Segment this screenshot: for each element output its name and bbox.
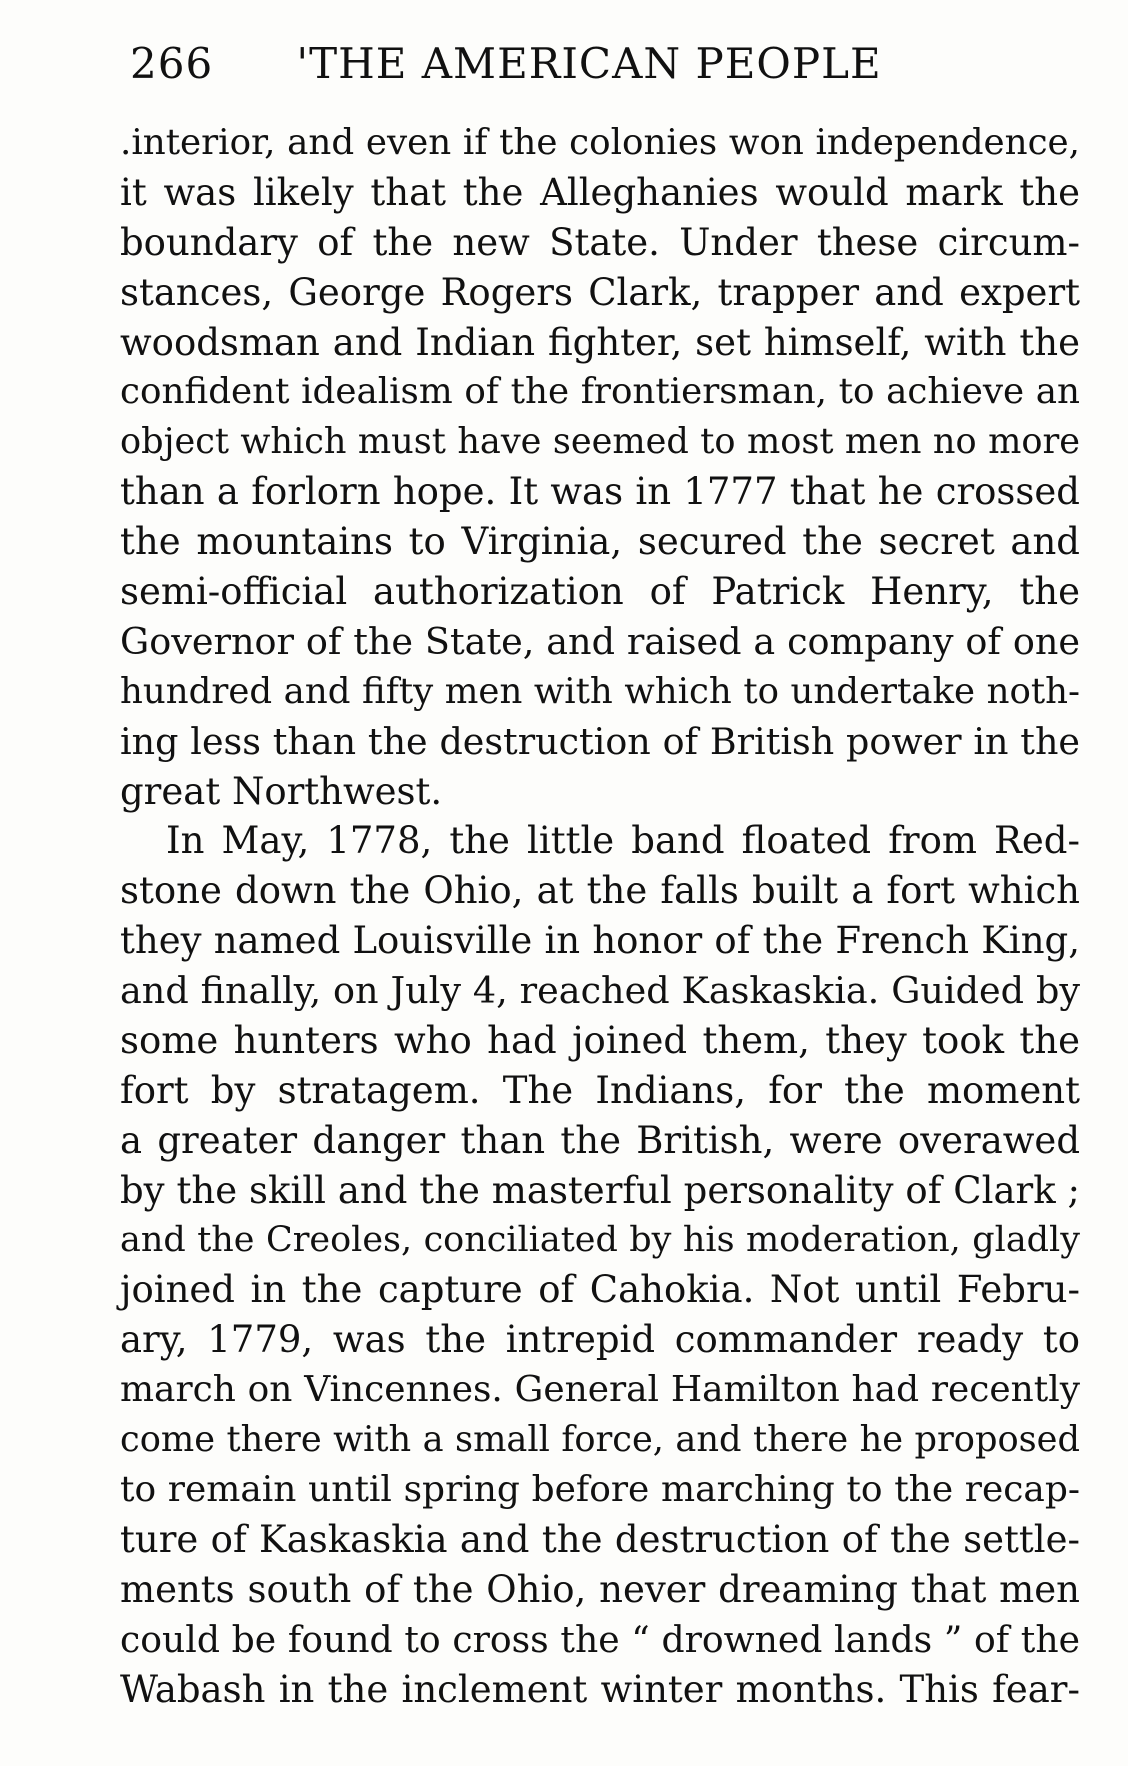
text-line: ing less than the destruction of British power in the: [120, 719, 1080, 763]
text-line: joined in the capture of Cahokia. Not until Febru-: [120, 1268, 1080, 1312]
text-line: fort by stratagem. The Indians, for the moment: [120, 1068, 1080, 1112]
text-line: a greater danger than the British, were overawed: [120, 1118, 1080, 1162]
body-text: [120, 118, 1080, 1715]
text-line: hundred and fifty men with which to undertake noth-: [120, 670, 1080, 712]
text-line: march on Vincennes. General Hamilton had recently: [120, 1369, 1080, 1411]
page-number: 266: [130, 39, 214, 88]
text-line: come there with a small force, and there he proposed: [120, 1419, 1080, 1461]
text-line: semi-official authorization of Patrick Henry, the: [120, 570, 1080, 614]
text-line: it was likely that the Alleghanies would mark the: [120, 170, 1080, 214]
text-line: and finally, on July 4, reached Kaskaskia. Guided by: [120, 969, 1080, 1013]
text-line: Governor of the State, and raised a company of one: [120, 619, 1080, 663]
text-line: stances, George Rogers Clark, trapper and expert: [120, 270, 1080, 314]
text-line: to remain until spring before marching to the recap-: [120, 1469, 1080, 1511]
text-line: stone down the Ohio, at the falls built a fort which: [120, 869, 1080, 913]
text-line: ary, 1779, was the intrepid commander ready to: [120, 1318, 1080, 1362]
text-line: great Northwest.: [120, 769, 443, 813]
text-line: Wabash in the inclement winter months. This fear-: [120, 1667, 1080, 1711]
text-line: could be found to cross the “ drowned lands ” of the: [120, 1617, 1080, 1661]
text-line: than a forlorn hope. It was in 1777 that he crossed: [120, 470, 1080, 514]
text-line: ture of Kaskaskia and the destruction of the settle-: [120, 1517, 1080, 1561]
running-title: 'THE AMERICAN PEOPLE: [296, 39, 882, 88]
text-line: by the skill and the masterful personality of Clark ;: [120, 1168, 1080, 1212]
text-line: and the Creoles, conciliated by his moderation, gladly: [120, 1219, 1080, 1260]
paragraph-start-line: In May, 1778, the little band floated from Red-: [166, 819, 1080, 863]
text-line: they named Louisville in honor of the French King,: [120, 919, 1080, 963]
text-line: the mountains to Virginia, secured the secret and: [120, 520, 1080, 564]
text-line: ments south of the Ohio, never dreaming that men: [120, 1567, 1080, 1611]
text-line: some hunters who had joined them, they took the: [120, 1019, 1080, 1063]
text-line: confident idealism of the frontiersman, to achieve an: [120, 371, 1080, 413]
text-line: .interior, and even if the colonies won independence,: [120, 122, 1080, 163]
text-line: object which must have seemed to most men no more: [120, 421, 1080, 463]
text-line: boundary of the new State. Under these circum-: [120, 220, 1080, 264]
text-line: woodsman and Indian fighter, set himself, with the: [120, 320, 1080, 364]
running-head: [130, 36, 1090, 92]
